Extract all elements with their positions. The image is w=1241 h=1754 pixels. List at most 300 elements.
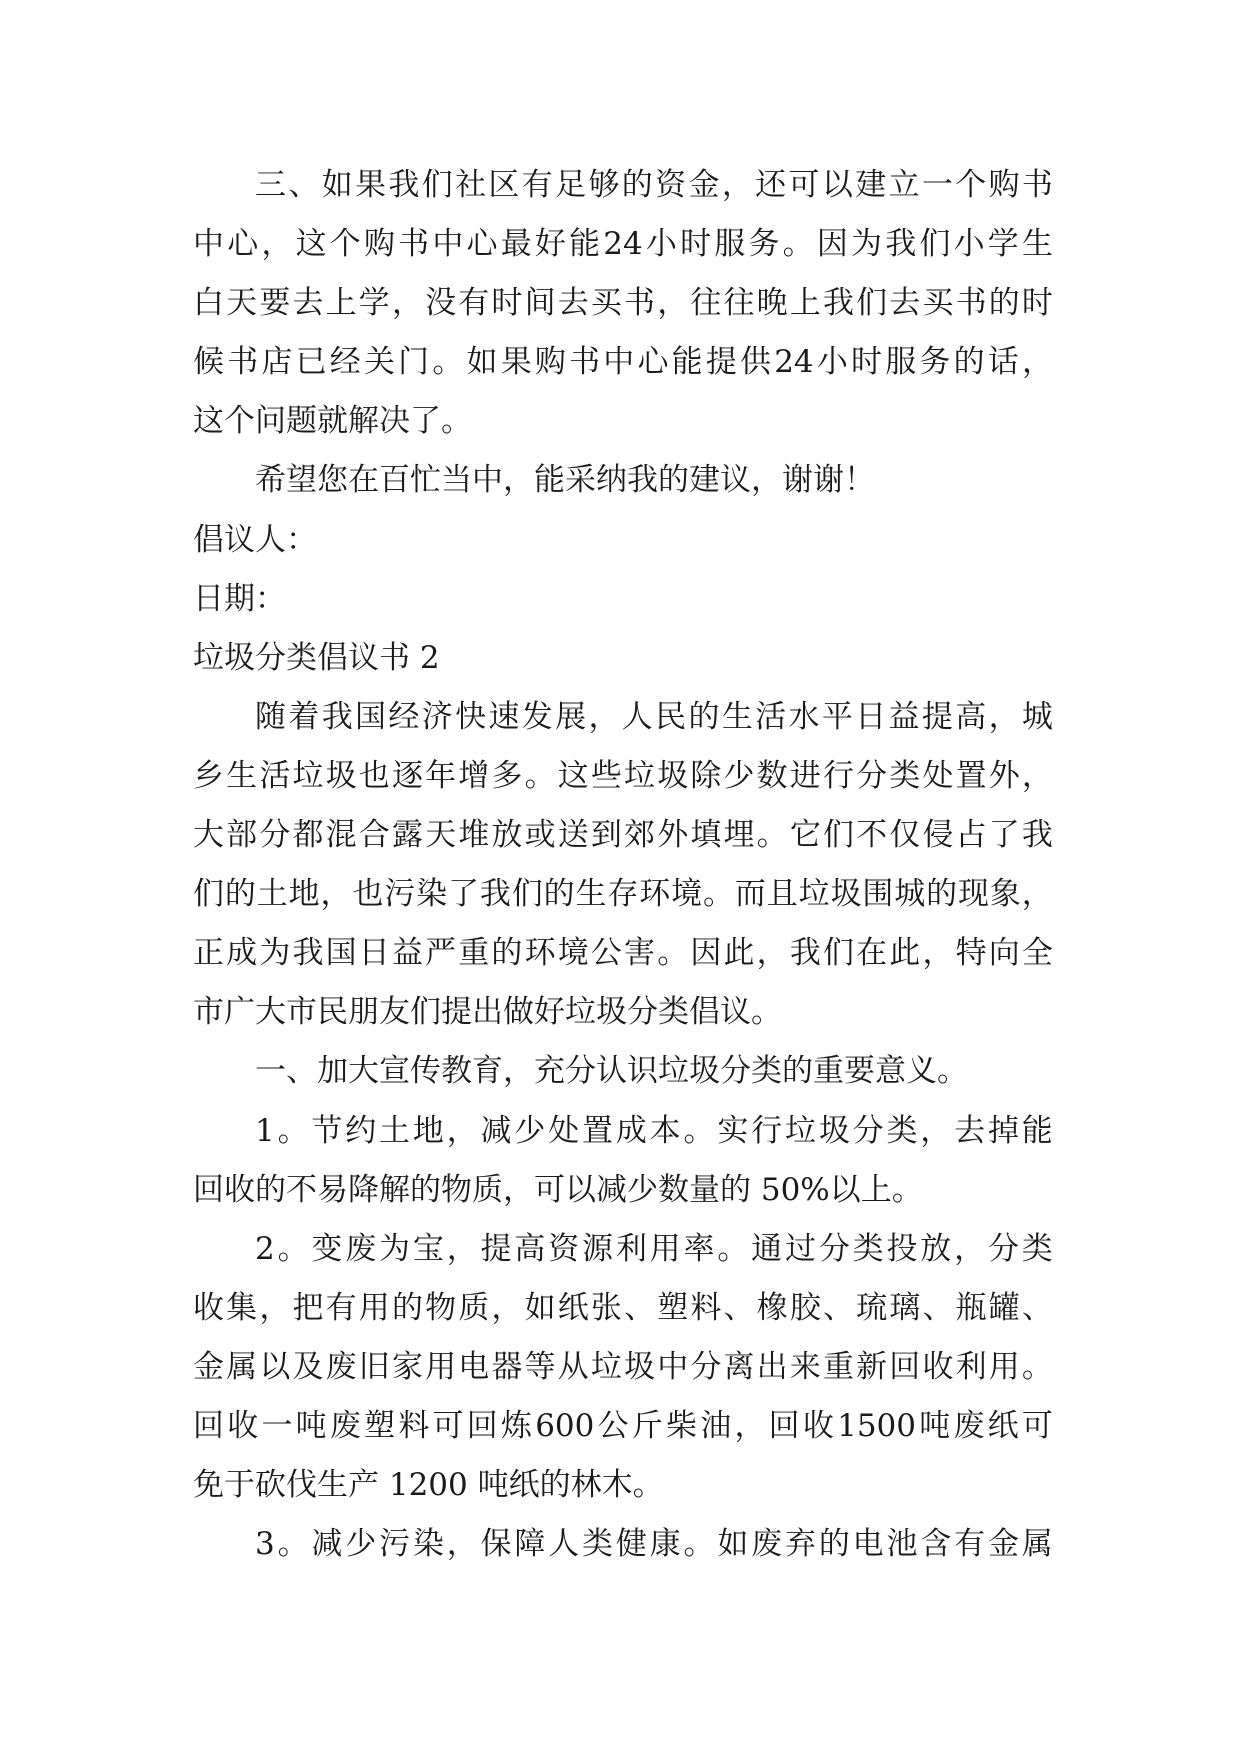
text-glyph: 染	[416, 876, 448, 913]
text-glyph: 减	[311, 1526, 343, 1563]
text-glyph: 节	[311, 1112, 343, 1149]
text-glyph: 类	[1021, 1230, 1053, 1267]
text-line	[193, 333, 1053, 392]
text-glyph: 的	[543, 876, 575, 913]
text-glyph: ，	[657, 285, 689, 322]
text-glyph: 生	[721, 698, 753, 735]
text-glyph: 料	[690, 1289, 722, 1326]
text-glyph: 置	[582, 1112, 614, 1149]
text-glyph: ，	[491, 1289, 523, 1326]
text-glyph: 们	[856, 285, 888, 322]
text-glyph: 实	[717, 1112, 749, 1149]
text-glyph: 这	[295, 226, 327, 263]
text-glyph: 炼	[500, 1407, 532, 1444]
text-glyph: 收	[922, 1348, 954, 1385]
text-glyph: 严	[425, 935, 457, 972]
text-glyph: 的	[688, 698, 720, 735]
text-glyph: 书	[569, 344, 601, 381]
text-line	[193, 865, 1053, 924]
text-glyph: 处	[922, 757, 954, 794]
text-glyph: 分	[818, 1230, 850, 1267]
text-glyph: 的	[818, 1526, 850, 1563]
text-glyph: 我	[321, 698, 353, 735]
text-glyph: ，	[1021, 757, 1053, 794]
text-glyph: 人	[548, 1526, 580, 1563]
text-glyph: 分	[259, 817, 291, 854]
text-glyph: 年	[425, 757, 457, 794]
text-glyph: 类	[852, 1230, 884, 1267]
text-glyph: 混	[325, 817, 357, 854]
text-glyph: 展	[555, 698, 587, 735]
text-glyph: 三	[255, 167, 286, 203]
text-glyph: 够	[588, 167, 620, 203]
text-glyph: ，	[1021, 344, 1053, 381]
text-glyph: 可	[432, 1407, 464, 1444]
text-glyph: 日	[855, 698, 887, 735]
text-glyph: 济	[421, 698, 453, 735]
text-glyph: ，	[734, 1407, 766, 1444]
text-glyph: 而	[734, 876, 766, 913]
text-glyph: ，	[954, 1230, 986, 1267]
text-glyph: 去	[557, 285, 589, 322]
text-glyph: 少	[514, 1112, 546, 1149]
text-glyph: 经	[388, 698, 420, 735]
text-glyph: 塑	[364, 1407, 396, 1444]
text-line	[193, 215, 1053, 274]
text-glyph: 、	[822, 1289, 854, 1326]
text-glyph: 行	[822, 757, 854, 794]
text-glyph: 。	[277, 1526, 309, 1563]
text-glyph: 如	[466, 344, 498, 381]
text-glyph: 张	[590, 1289, 622, 1326]
text-glyph: 它	[789, 817, 821, 854]
text-glyph: 到	[590, 817, 622, 854]
text-glyph: ，	[721, 167, 753, 203]
document-body	[193, 156, 1053, 1574]
text-glyph: 生	[575, 876, 607, 913]
text-line-content: 倡议人：	[193, 521, 317, 558]
text-glyph: 土	[256, 876, 288, 913]
text-glyph: 已	[295, 344, 327, 381]
text-line	[193, 392, 1053, 451]
text-glyph: 中	[193, 226, 224, 263]
text-glyph: 书	[398, 226, 430, 263]
text-glyph: 书	[1021, 167, 1053, 203]
text-glyph: 圾	[830, 876, 862, 913]
text-glyph: 门	[398, 344, 430, 381]
text-glyph: 地	[288, 876, 320, 913]
text-glyph: 好	[534, 226, 566, 263]
text-glyph: 时	[680, 226, 712, 263]
text-glyph: 璃	[889, 1289, 921, 1326]
text-glyph: 送	[557, 817, 589, 854]
text-glyph: 宝	[412, 1230, 444, 1267]
text-glyph: 放	[491, 817, 523, 854]
text-glyph: 的	[926, 876, 958, 913]
text-glyph: 地	[412, 1112, 444, 1149]
text-glyph: 向	[988, 935, 1020, 972]
text-glyph: 1	[255, 1112, 275, 1149]
text-glyph: 属	[1021, 1526, 1053, 1563]
text-glyph: 出	[756, 1348, 788, 1385]
text-line	[193, 1102, 1053, 1161]
text-glyph: 的	[988, 285, 1020, 322]
text-glyph: 在	[856, 935, 888, 972]
text-glyph: 活	[755, 698, 787, 735]
text-glyph: 务	[919, 344, 951, 381]
text-glyph: 分	[852, 1112, 884, 1149]
text-glyph: 外	[657, 817, 689, 854]
text-glyph: 没	[425, 285, 457, 322]
text-glyph: 用	[988, 1348, 1020, 1385]
text-glyph: 公	[590, 935, 622, 972]
text-glyph: 用	[649, 1230, 681, 1267]
text-glyph: 我	[1021, 817, 1053, 854]
text-glyph: ，	[391, 285, 423, 322]
text-line	[193, 688, 1053, 747]
text-glyph: 果	[500, 344, 532, 381]
text-glyph: 公	[597, 1407, 629, 1444]
text-glyph: 买	[922, 285, 954, 322]
text-glyph: 健	[615, 1526, 647, 1563]
text-glyph: 天	[226, 285, 258, 322]
text-glyph: 埋	[723, 817, 755, 854]
text-line-content: 垃圾分类倡议书 2	[193, 639, 440, 676]
text-glyph: 关	[363, 344, 395, 381]
text-glyph: 纸	[557, 1289, 589, 1326]
text-line	[193, 1220, 1053, 1279]
text-glyph: 也	[352, 876, 384, 913]
text-glyph: 水	[788, 698, 820, 735]
text-glyph: 器	[491, 1348, 523, 1385]
text-glyph: 源	[582, 1230, 614, 1267]
text-glyph: 有	[458, 285, 490, 322]
text-glyph: 类	[886, 1112, 918, 1149]
text-glyph: 圾	[657, 757, 689, 794]
text-glyph: 侵	[922, 817, 954, 854]
text-glyph: 现	[958, 876, 989, 913]
text-glyph: 也	[358, 757, 390, 794]
text-glyph: 胶	[789, 1289, 821, 1326]
text-glyph: 书	[624, 285, 656, 322]
text-glyph: 买	[590, 285, 622, 322]
text-glyph: 时	[1021, 285, 1053, 322]
text-glyph: 集	[226, 1289, 258, 1326]
text-glyph: 。	[756, 817, 788, 854]
text-glyph: 全	[1021, 935, 1053, 972]
text-glyph: 及	[292, 1348, 324, 1385]
text-glyph: ，	[320, 876, 352, 913]
text-glyph: 圾	[624, 1348, 656, 1385]
text-glyph: 柴	[666, 1407, 698, 1444]
text-glyph: 高	[514, 1230, 546, 1267]
text-glyph: 国	[325, 935, 357, 972]
text-glyph: 城	[1021, 698, 1053, 735]
text-glyph: 因	[816, 226, 848, 263]
text-glyph: 随	[255, 698, 286, 735]
text-glyph: 能	[569, 226, 601, 263]
text-line	[193, 1515, 1053, 1574]
text-glyph: 过	[784, 1230, 816, 1267]
text-glyph: 我	[789, 935, 821, 972]
text-glyph: 的	[224, 876, 256, 913]
text-line-content: 这个问题就解决了。	[193, 403, 472, 440]
text-line-content: 希望您在百忙当中，能采纳我的建议，谢谢！	[255, 462, 875, 499]
text-glyph: 24	[774, 344, 814, 381]
text-glyph: 、	[624, 1289, 656, 1326]
text-glyph: ，	[446, 1112, 478, 1149]
text-glyph: 分	[856, 757, 888, 794]
text-glyph: 或	[524, 817, 556, 854]
text-glyph: 离	[723, 1348, 755, 1385]
text-line	[193, 156, 1053, 215]
text-glyph: 建	[855, 167, 887, 203]
text-glyph: 生	[226, 757, 258, 794]
text-glyph: 处	[548, 1112, 580, 1149]
text-glyph: 候	[193, 344, 224, 381]
text-glyph: 心	[466, 226, 498, 263]
text-glyph: 分	[690, 1348, 722, 1385]
text-glyph: 污	[384, 876, 416, 913]
text-glyph: 。	[277, 1230, 309, 1267]
text-glyph: 垃	[784, 1112, 816, 1149]
text-glyph: 务	[748, 226, 780, 263]
text-glyph: 资	[655, 167, 687, 203]
text-glyph: 有	[325, 1289, 357, 1326]
text-glyph: 垃	[624, 757, 656, 794]
text-glyph: 掉	[987, 1112, 1019, 1149]
text-glyph: 料	[398, 1407, 430, 1444]
text-glyph: 类	[889, 757, 921, 794]
text-glyph: 的	[621, 167, 653, 203]
text-glyph: 电	[852, 1526, 884, 1563]
text-glyph: 学	[987, 226, 1019, 263]
text-glyph: 郊	[624, 817, 656, 854]
text-glyph: 购	[363, 226, 395, 263]
text-line	[193, 1456, 1053, 1515]
text-glyph: ，	[446, 1230, 478, 1267]
text-glyph: 、	[922, 1289, 954, 1326]
text-glyph: 还	[755, 167, 787, 203]
text-glyph: 金	[688, 167, 720, 203]
text-glyph: 资	[548, 1230, 580, 1267]
text-glyph: 露	[391, 817, 423, 854]
text-glyph: 大	[193, 817, 224, 854]
text-glyph: 少	[723, 757, 755, 794]
text-glyph: 上	[325, 285, 357, 322]
text-glyph: 境	[557, 935, 589, 972]
text-glyph: 废	[953, 1407, 985, 1444]
text-glyph: 书	[955, 285, 987, 322]
text-glyph: 属	[226, 1348, 258, 1385]
text-glyph: 提	[705, 344, 737, 381]
text-glyph: 数	[756, 757, 788, 794]
text-glyph: 。	[657, 935, 689, 972]
text-glyph: 重	[822, 1348, 854, 1385]
text-glyph: 往	[723, 285, 755, 322]
text-line-content: 日期：	[193, 580, 286, 617]
text-glyph: 益	[391, 935, 423, 972]
text-line	[193, 1161, 1053, 1220]
text-glyph: 家	[391, 1348, 423, 1385]
text-glyph: 有	[521, 167, 553, 203]
text-glyph: 增	[458, 757, 490, 794]
text-glyph: 本	[649, 1112, 681, 1149]
text-glyph: 金	[193, 1348, 224, 1385]
text-glyph: 仅	[889, 817, 921, 854]
text-glyph: 垃	[590, 1348, 622, 1385]
text-glyph: 。	[782, 226, 814, 263]
text-glyph: 一	[261, 1407, 293, 1444]
text-glyph: 服	[714, 226, 746, 263]
text-glyph: 约	[345, 1112, 377, 1149]
text-glyph: 部	[226, 817, 258, 854]
text-glyph: 乡	[193, 757, 224, 794]
text-glyph: 小	[816, 344, 848, 381]
text-glyph: 垃	[292, 757, 324, 794]
text-glyph: 用	[358, 1289, 390, 1326]
text-glyph: 且	[766, 876, 798, 913]
text-glyph: 环	[639, 876, 671, 913]
text-glyph: 油	[700, 1407, 732, 1444]
text-glyph: 斤	[631, 1407, 663, 1444]
text-glyph: 土	[379, 1112, 411, 1149]
text-glyph: 吨	[919, 1407, 951, 1444]
text-glyph: 橡	[756, 1289, 788, 1326]
text-glyph: 通	[751, 1230, 783, 1267]
text-glyph: 着	[288, 698, 320, 735]
text-glyph: 占	[955, 817, 987, 854]
text-glyph: 从	[557, 1348, 589, 1385]
text-glyph: 3	[255, 1526, 275, 1563]
text-glyph: 上	[789, 285, 821, 322]
text-glyph: 小	[645, 226, 677, 263]
text-glyph: 置	[955, 757, 987, 794]
text-glyph: 能	[671, 344, 703, 381]
text-glyph: 瓶	[955, 1289, 987, 1326]
text-glyph: 往	[690, 285, 722, 322]
text-glyph: ，	[1021, 876, 1053, 913]
text-glyph: 废	[345, 1230, 377, 1267]
text-glyph: 足	[555, 167, 587, 203]
text-glyph: 们	[421, 167, 453, 203]
text-glyph: 除	[690, 757, 722, 794]
text-glyph: ，	[922, 935, 954, 972]
text-glyph: 果	[355, 167, 387, 203]
text-glyph: 外	[988, 757, 1020, 794]
text-glyph: 圾	[818, 1112, 850, 1149]
text-glyph: 物	[425, 1289, 457, 1326]
text-glyph: 为	[851, 226, 883, 263]
text-line	[193, 629, 1053, 688]
text-line	[193, 806, 1053, 865]
text-glyph: 购	[534, 344, 566, 381]
text-glyph: 去	[889, 285, 921, 322]
text-glyph: 等	[524, 1348, 556, 1385]
text-glyph: 减	[480, 1112, 512, 1149]
text-glyph: ，	[988, 698, 1020, 735]
text-glyph: 。	[524, 757, 556, 794]
text-glyph: 。	[432, 344, 464, 381]
text-glyph: 我	[822, 285, 854, 322]
text-line	[193, 983, 1053, 1042]
text-glyph: 供	[740, 344, 771, 381]
text-glyph: 保	[480, 1526, 512, 1563]
text-glyph: 速	[488, 698, 520, 735]
text-glyph: 们	[193, 876, 224, 913]
text-glyph: 的	[491, 935, 523, 972]
text-glyph: 塑	[657, 1289, 689, 1326]
text-glyph: 成	[615, 1112, 647, 1149]
text-glyph: 放	[920, 1230, 952, 1267]
text-glyph: 。	[703, 876, 734, 913]
text-glyph: 来	[789, 1348, 821, 1385]
text-glyph: 都	[292, 817, 324, 854]
text-glyph: 的	[391, 1289, 423, 1326]
text-glyph: 中	[432, 226, 464, 263]
text-glyph: 个	[329, 226, 361, 263]
text-glyph: 如	[321, 167, 353, 203]
text-glyph: 些	[590, 757, 622, 794]
text-glyph: 变	[311, 1230, 343, 1267]
text-glyph: 心	[637, 344, 669, 381]
text-glyph: 生	[1021, 226, 1053, 263]
text-glyph: 用	[425, 1348, 457, 1385]
text-glyph: 1500	[837, 1407, 917, 1444]
text-glyph: 可	[1021, 1407, 1053, 1444]
text-glyph: 活	[259, 757, 291, 794]
text-glyph: ，	[261, 226, 293, 263]
text-glyph: 吨	[295, 1407, 327, 1444]
text-glyph: 罐	[988, 1289, 1020, 1326]
text-glyph: 率	[683, 1230, 715, 1267]
text-line-content: 市广大市民朋友们提出做好垃圾分类倡议。	[193, 994, 782, 1031]
text-glyph: 为	[259, 935, 291, 972]
text-glyph: 合	[358, 817, 390, 854]
text-line-content: 回收的不易降解的物质，可以减少数量的 50%以上。	[193, 1171, 923, 1208]
text-glyph: 填	[690, 817, 722, 854]
text-glyph: 我	[885, 226, 917, 263]
text-glyph: 因	[690, 935, 722, 972]
text-glyph: 时	[851, 344, 883, 381]
text-glyph: 存	[607, 876, 639, 913]
text-glyph: 时	[491, 285, 523, 322]
text-glyph: 此	[889, 935, 921, 972]
text-glyph: 去	[954, 1112, 986, 1149]
text-glyph: 成	[226, 935, 258, 972]
text-glyph: 以	[821, 167, 853, 203]
text-glyph: 我	[479, 876, 511, 913]
text-line	[193, 274, 1053, 333]
text-glyph: 环	[524, 935, 556, 972]
text-glyph: 障	[514, 1526, 546, 1563]
text-glyph: 垃	[798, 876, 830, 913]
text-glyph: 纸	[987, 1407, 1019, 1444]
text-glyph: 立	[888, 167, 920, 203]
text-glyph: 中	[603, 344, 635, 381]
text-glyph: 把	[292, 1289, 324, 1326]
text-glyph: 回	[193, 1407, 224, 1444]
text-glyph: 了	[988, 817, 1020, 854]
text-glyph: 如	[717, 1526, 749, 1563]
text-glyph: 去	[292, 285, 324, 322]
text-glyph: 回	[466, 1407, 498, 1444]
text-glyph: 能	[1021, 1112, 1053, 1149]
text-glyph: 利	[955, 1348, 987, 1385]
text-line-content: 免于砍伐生产 1200 吨纸的林木。	[193, 1467, 664, 1504]
text-glyph: 2	[255, 1230, 275, 1267]
text-line	[193, 747, 1053, 806]
